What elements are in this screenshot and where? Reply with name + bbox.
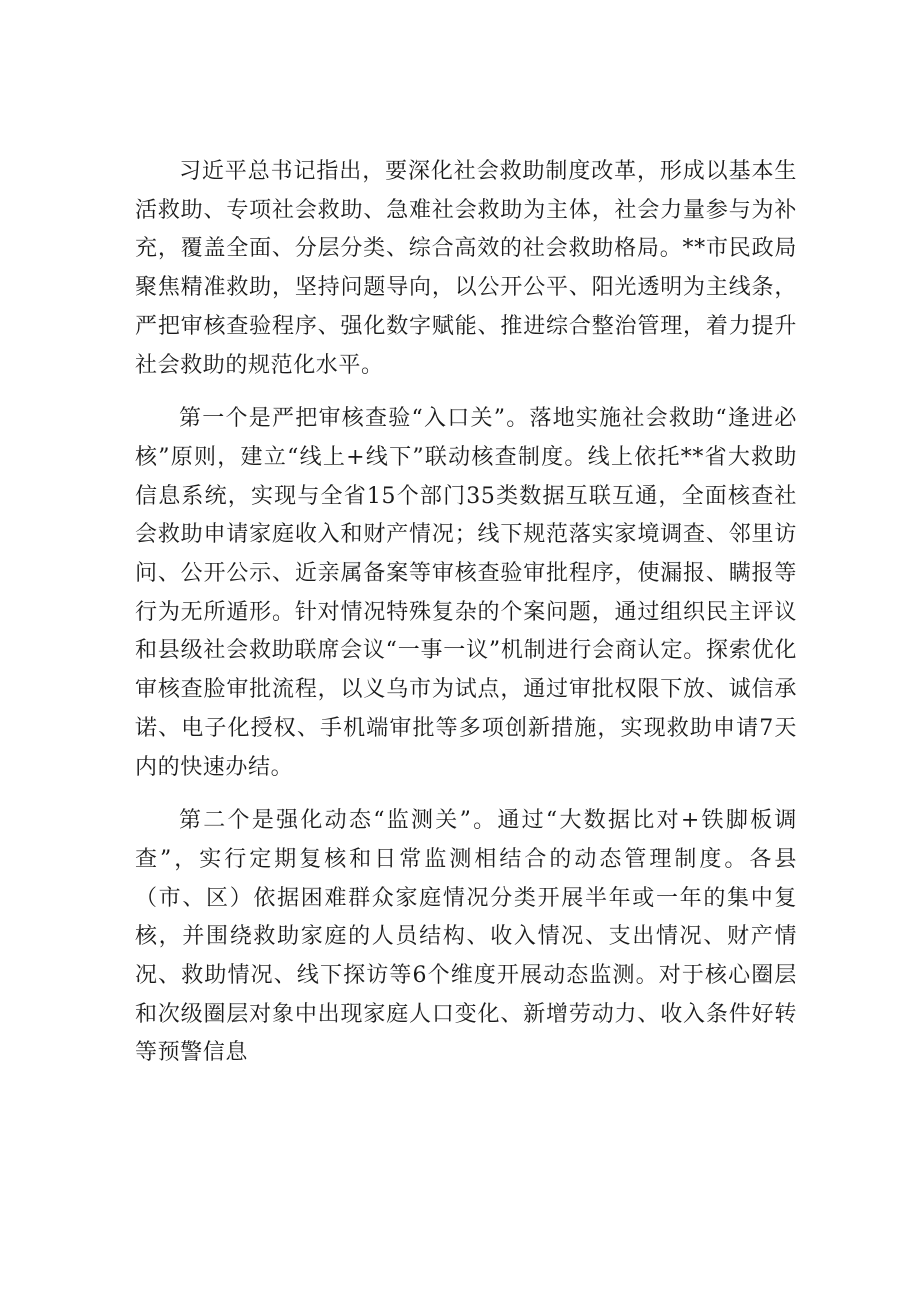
paragraph-dynamic-monitoring: 第二个是强化动态“监测关”。通过“大数据比对+铁脚板调查”，实行定期复核和日常监测相结合的动态管理制度。各县（市、区）依据困难群众家庭情况分类开展半年或一年的集中复核，并围绕救助家庭的人员结构、收入情况、支出情况、财产情况、救助情况、线下探访等6个维度开展动态监测。对于核心圈层和次级圈层对象中出现家庭人口变化、新增劳动力、收入条件好转等预警信息 (135, 808, 797, 1066)
document-body (135, 153, 797, 1088)
paragraph-entry-check: 第一个是严把审核查验“入口关”。落地实施社会救助“逢进必核”原则，建立“线上+线下”联动核查制度。线上依托**省大救助信息系统，实现与全省15个部门35类数据互联互通，全面核查社会救助申请家庭收入和财产情况；线下规范落实家境调查、邻里访问、公开公示、近亲属备案等审核查验审批程序，使漏报、瞒报等行为无所遁形。针对情况特殊复杂的个案问题，通过组织民主评议和县级社会救助联席会议“一事一议”机制进行会商认定。探索优化审核查脸审批流程，以义乌市为试点，通过审批权限下放、诚信承诺、电子化授权、手机端审批等多项创新措施，实现救助申请7天内的快速办结。 (135, 406, 797, 780)
paragraph-intro: 习近平总书记指出，要深化社会救助制度改革，形成以基本生活救助、专项社会救助、急难社会救助为主体，社会力量参与为补充，覆盖全面、分层分类、综合高效的社会救助格局。**市民政局聚焦精准救助，坚持问题导向，以公开公平、阳光透明为主线条，严把审核查验程序、强化数字赋能、推进综合整治管理，着力提升社会救助的规范化水平。 (135, 159, 797, 378)
